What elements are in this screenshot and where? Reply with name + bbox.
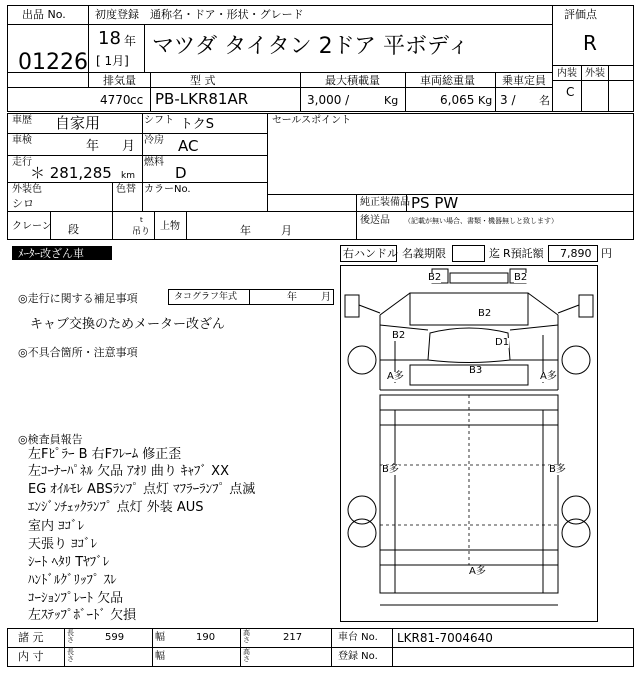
upper-year: 年 bbox=[240, 224, 251, 237]
exterior-grade-label: 外装 bbox=[585, 68, 605, 79]
yen-unit: 円 bbox=[601, 247, 612, 260]
sales-point-label: セールスポイント bbox=[272, 115, 352, 126]
fuel: D bbox=[175, 164, 187, 182]
mark-a-left: A多 bbox=[387, 371, 404, 382]
equip-label: 純正装備品 bbox=[360, 197, 410, 208]
grade-label: 評価点 bbox=[564, 8, 597, 21]
driving-note: キャブ交換のためメーター改ざん bbox=[30, 317, 226, 332]
mark-b2-left: B2 bbox=[392, 330, 406, 341]
crane-label: クレーン bbox=[12, 221, 52, 232]
color-label: 外装色 bbox=[12, 184, 42, 195]
max-load-unit: Kg bbox=[384, 94, 399, 107]
length-value: 599 bbox=[105, 632, 125, 643]
inspection-label: 車検 bbox=[12, 135, 32, 146]
mark-b2-mid: B2 bbox=[478, 308, 492, 319]
crane-ton: t bbox=[140, 216, 143, 224]
grade-value: R bbox=[583, 31, 597, 55]
capacity-unit: 名 bbox=[539, 94, 550, 107]
inspector-label: ◎検査員報告 bbox=[18, 433, 83, 446]
model-code-label: 型 式 bbox=[190, 74, 216, 87]
lot-number: 01226 bbox=[18, 50, 88, 75]
color-change-label: 色替 bbox=[116, 184, 136, 195]
tachograph-label: タコグラフ年式 bbox=[174, 292, 238, 302]
width-value: 190 bbox=[196, 632, 216, 643]
crane-lift: 吊り bbox=[132, 227, 151, 237]
upper-label: 上物 bbox=[160, 221, 180, 232]
crane-step: 段 bbox=[68, 223, 79, 236]
inspection-year: 年 bbox=[86, 139, 100, 154]
recycle-label: R預託額 bbox=[503, 247, 544, 260]
recycle-amount: 7,890 bbox=[560, 247, 592, 260]
max-load-label: 最大積載量 bbox=[325, 74, 380, 87]
ac-label: 冷房 bbox=[144, 135, 164, 146]
ac: AC bbox=[178, 137, 199, 155]
model-label: 通称名・ドア・形状・グレード bbox=[150, 8, 304, 21]
history-label: 車歴 bbox=[12, 115, 32, 126]
mileage: ＊ 281,285 bbox=[30, 164, 112, 182]
inspector-line: ｴﾝｼﾞﾝﾁｪｯｸﾗﾝﾌﾟ 点灯 外装 AUS bbox=[28, 500, 204, 515]
mark-b3: B3 bbox=[469, 365, 483, 376]
reg-year: 18 bbox=[98, 28, 121, 49]
car-name: マツダ タイタン 2ドア 平ボディ bbox=[152, 34, 470, 59]
until-label: 迄 bbox=[489, 247, 500, 260]
interior-dims-label: 内 寸 bbox=[18, 650, 44, 663]
capacity: 3 / bbox=[500, 93, 516, 107]
height-label: 高さ bbox=[243, 629, 250, 644]
right-hand: 右ハンドル bbox=[343, 247, 398, 260]
inspector-line: ｺｰｼｮﾝﾌﾟﾚｰﾄ 欠品 bbox=[28, 591, 124, 606]
reg-year-unit: 年 bbox=[124, 34, 137, 48]
upper-month: 月 bbox=[281, 224, 292, 237]
dims-label: 諸 元 bbox=[18, 631, 44, 644]
mark-a-bottom: A多 bbox=[469, 566, 486, 577]
chassis-number: LKR81-7004640 bbox=[397, 631, 493, 645]
capacity-label: 乗車定員 bbox=[502, 74, 546, 87]
height-value: 217 bbox=[283, 632, 303, 643]
shift-label: シフト bbox=[144, 115, 174, 126]
lot-label: 出品 No. bbox=[22, 8, 66, 21]
gross-weight-unit: Kg bbox=[478, 94, 493, 107]
inspector-line: 天張り ﾖｺﾞﾚ bbox=[28, 537, 98, 552]
displacement-unit: cc bbox=[130, 93, 144, 107]
displacement: 4770 bbox=[100, 93, 131, 107]
gross-weight-label: 車両総重量 bbox=[420, 74, 475, 87]
aftermarket-label: 後送品 bbox=[360, 215, 390, 226]
registration-label: 登録 No. bbox=[338, 651, 378, 662]
aftermarket-note: （記載が無い場合、書類・機器無しと致します） bbox=[404, 217, 558, 225]
inspector-line: 左Fﾋﾟﾗｰ B 右Fﾌﾚｰﾑ 修正歪 bbox=[28, 447, 182, 462]
inspector-line: 左ｺｰﾅｰﾊﾟﾈﾙ 欠品 ｱｵﾘ 曲り ｷｬﾌﾞ XX bbox=[28, 464, 229, 479]
mileage-label: 走行 bbox=[12, 157, 32, 168]
odometer-tag: ﾒｰﾀｰ改ざん車 bbox=[18, 247, 84, 260]
chassis-label: 車台 No. bbox=[338, 632, 378, 643]
defects-label: ◎不具合箇所・注意事項 bbox=[18, 346, 138, 359]
length-label: 長さ bbox=[67, 629, 74, 644]
inspector-line: 左ｽﾃｯﾌﾟﾎﾞｰﾄﾞ 欠損 bbox=[28, 608, 137, 623]
mileage-unit: km bbox=[121, 171, 135, 181]
first-reg-label: 初度登録 bbox=[95, 8, 139, 21]
fuel-label: 燃料 bbox=[144, 157, 164, 168]
name-change-box bbox=[452, 245, 485, 262]
driving-label: ◎走行に関する補足事項 bbox=[18, 292, 138, 305]
mark-d1: D1 bbox=[495, 337, 510, 348]
mark-b-right: B多 bbox=[549, 464, 566, 475]
interior-length-label: 長さ bbox=[67, 648, 74, 663]
color: シロ bbox=[12, 197, 34, 210]
tacho-year: 年 bbox=[287, 292, 297, 303]
history: 自家用 bbox=[55, 114, 101, 132]
displacement-label: 排気量 bbox=[103, 74, 136, 87]
reg-month: [ 1月] bbox=[96, 54, 129, 68]
mark-a-right: A多 bbox=[540, 371, 557, 382]
interior-grade: C bbox=[566, 85, 575, 99]
inspector-line: ﾊﾝﾄﾞﾙｸﾞﾘｯﾌﾟ ｽﾚ bbox=[28, 573, 117, 588]
tacho-month: 月 bbox=[321, 292, 331, 303]
interior-width-label: 幅 bbox=[155, 651, 165, 662]
mark-b2-right-top: B2 bbox=[514, 272, 528, 283]
inspection-month: 月 bbox=[122, 139, 136, 154]
mark-b-left: B多 bbox=[382, 464, 399, 475]
gross-weight: 6,065 bbox=[440, 93, 475, 107]
inspector-line: 室内 ﾖｺﾞﾚ bbox=[28, 519, 85, 534]
equip: PS PW bbox=[411, 194, 459, 212]
max-load: 3,000 / bbox=[307, 93, 350, 107]
interior-height-label: 高さ bbox=[243, 648, 250, 663]
width-label: 幅 bbox=[155, 632, 165, 643]
interior-grade-label: 内装 bbox=[557, 68, 577, 79]
model-code: PB-LKR81AR bbox=[155, 90, 249, 108]
mark-b2-left-top: B2 bbox=[428, 272, 442, 283]
inspector-line: ｼｰﾄ ﾍﾀﾘ Tﾔﾌﾞﾚ bbox=[28, 555, 110, 570]
inspector-line: EG ｵｲﾙﾓﾚ ABSﾗﾝﾌﾟ 点灯 ﾏﾌﾗｰﾗﾝﾌﾟ 点滅 bbox=[28, 482, 256, 497]
name-change: 名義期限 bbox=[402, 247, 446, 260]
shift: トクS bbox=[180, 117, 214, 132]
color-no-label: カラーNo. bbox=[144, 184, 191, 195]
